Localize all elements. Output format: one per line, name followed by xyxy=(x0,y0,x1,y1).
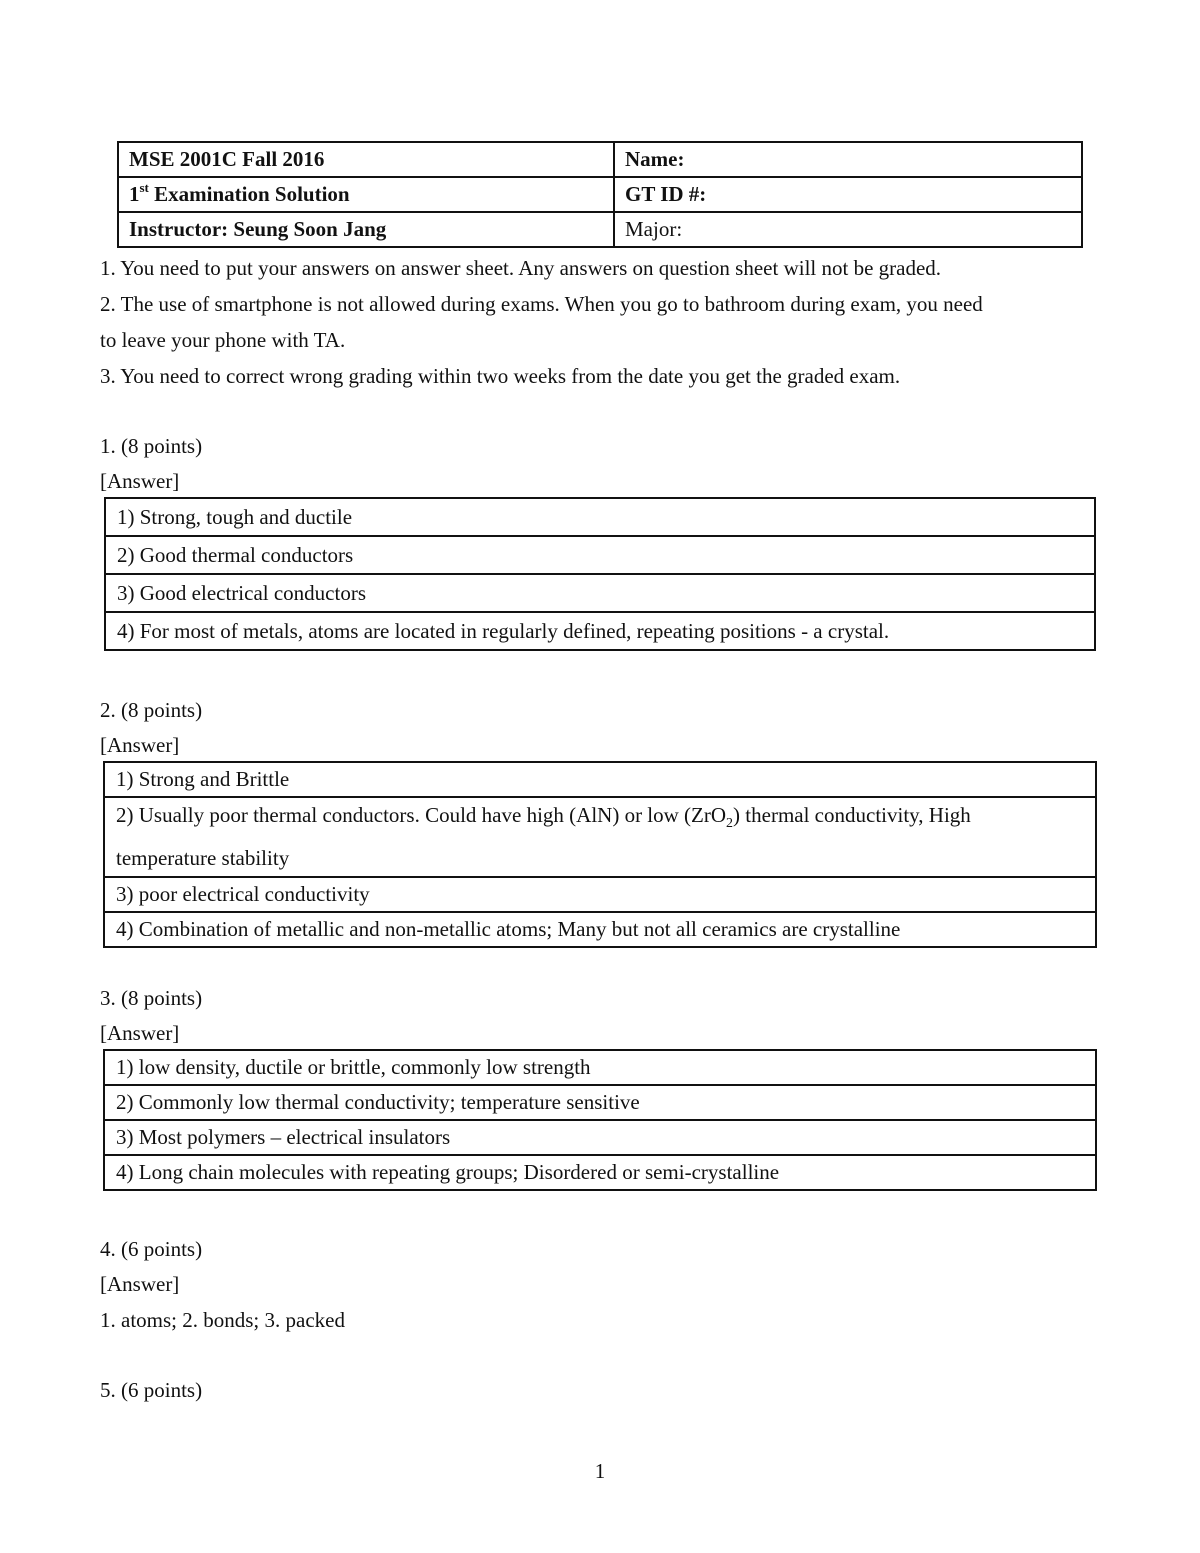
instruction-2: 2. The use of smartphone is not allowed during exams. When you go to bathroom during exam, you need xyxy=(100,292,983,316)
question-4-answer-label: [Answer] xyxy=(100,1272,180,1296)
answer-cell: 4) Long chain molecules with repeating groups; Disordered or semi-crystalline xyxy=(104,1155,1096,1190)
answer-row xyxy=(104,797,1096,877)
exam-title-text: Examination Solution xyxy=(148,182,350,206)
instruction-1: 1. You need to put your answers on answer sheet. Any answers on question sheet will not be graded. xyxy=(100,256,942,280)
course-cell: MSE 2001C Fall 2016 xyxy=(118,142,614,177)
exam-number-suffix: st xyxy=(139,180,149,195)
exam-title-cell xyxy=(118,177,614,212)
page-number: 1 xyxy=(594,1459,606,1483)
question-1-answer-table xyxy=(104,497,1096,651)
name-field-label: Name: xyxy=(614,142,1082,177)
header-row xyxy=(118,142,1082,177)
instruction-2-cont: to leave your phone with TA. xyxy=(100,328,346,352)
question-4-title: 4. (6 points) xyxy=(100,1237,203,1261)
question-2-title: 2. (8 points) xyxy=(100,698,203,722)
answer-text: ) thermal conductivity, High xyxy=(733,803,971,827)
answer-text: 2) Usually poor thermal conductors. Could have high (AlN) or low (ZrO xyxy=(116,803,727,827)
answer-cell: 2) Good thermal conductors xyxy=(105,536,1095,574)
question-2-answer-label: [Answer] xyxy=(100,733,180,757)
answer-row xyxy=(104,1155,1096,1190)
question-3-title: 3. (8 points) xyxy=(100,986,203,1010)
answer-cell: 1) Strong and Brittle xyxy=(104,762,1096,797)
answer-cell: 3) poor electrical conductivity xyxy=(104,877,1096,912)
instruction-3: 3. You need to correct wrong grading within two weeks from the date you get the graded exam. xyxy=(100,364,901,388)
answer-row xyxy=(105,574,1095,612)
answer-row xyxy=(104,762,1096,797)
answer-cell: 1) Strong, tough and ductile xyxy=(105,498,1095,536)
question-2-answer-table xyxy=(103,761,1097,948)
subscript: 2 xyxy=(726,816,734,832)
exam-number: 1 xyxy=(129,182,140,206)
answer-cell: 3) Most polymers – electrical insulators xyxy=(104,1120,1096,1155)
answer-cell: 1) low density, ductile or brittle, commonly low strength xyxy=(104,1050,1096,1085)
answer-cell: 4) Combination of metallic and non-metallic atoms; Many but not all ceramics are crystalline xyxy=(104,912,1096,947)
gtid-field-label: GT ID #: xyxy=(614,177,1082,212)
answer-row xyxy=(104,912,1096,947)
answer-cell xyxy=(104,797,1096,877)
answer-row xyxy=(105,536,1095,574)
question-3-answer-label: [Answer] xyxy=(100,1021,180,1045)
answer-row xyxy=(104,1120,1096,1155)
question-3-answer-table xyxy=(103,1049,1097,1191)
answer-row xyxy=(105,612,1095,650)
answer-text: temperature stability xyxy=(116,846,290,871)
question-1-answer-label: [Answer] xyxy=(100,469,180,493)
answer-row xyxy=(105,498,1095,536)
instructor-cell: Instructor: Seung Soon Jang xyxy=(118,212,614,247)
answer-cell: 4) For most of metals, atoms are located in regularly defined, repeating positions - a crystal. xyxy=(105,612,1095,650)
answer-cell: 3) Good electrical conductors xyxy=(105,574,1095,612)
question-1-title: 1. (8 points) xyxy=(100,434,203,458)
question-4-answer: 1. atoms; 2. bonds; 3. packed xyxy=(100,1308,345,1332)
header-row xyxy=(118,212,1082,247)
answer-row xyxy=(104,1085,1096,1120)
answer-row xyxy=(104,1050,1096,1085)
header-row xyxy=(118,177,1082,212)
answer-cell: 2) Commonly low thermal conductivity; temperature sensitive xyxy=(104,1085,1096,1120)
major-field-label: Major: xyxy=(614,212,1082,247)
exam-header-table xyxy=(117,141,1083,248)
answer-row xyxy=(104,877,1096,912)
question-5-title: 5. (6 points) xyxy=(100,1378,203,1402)
